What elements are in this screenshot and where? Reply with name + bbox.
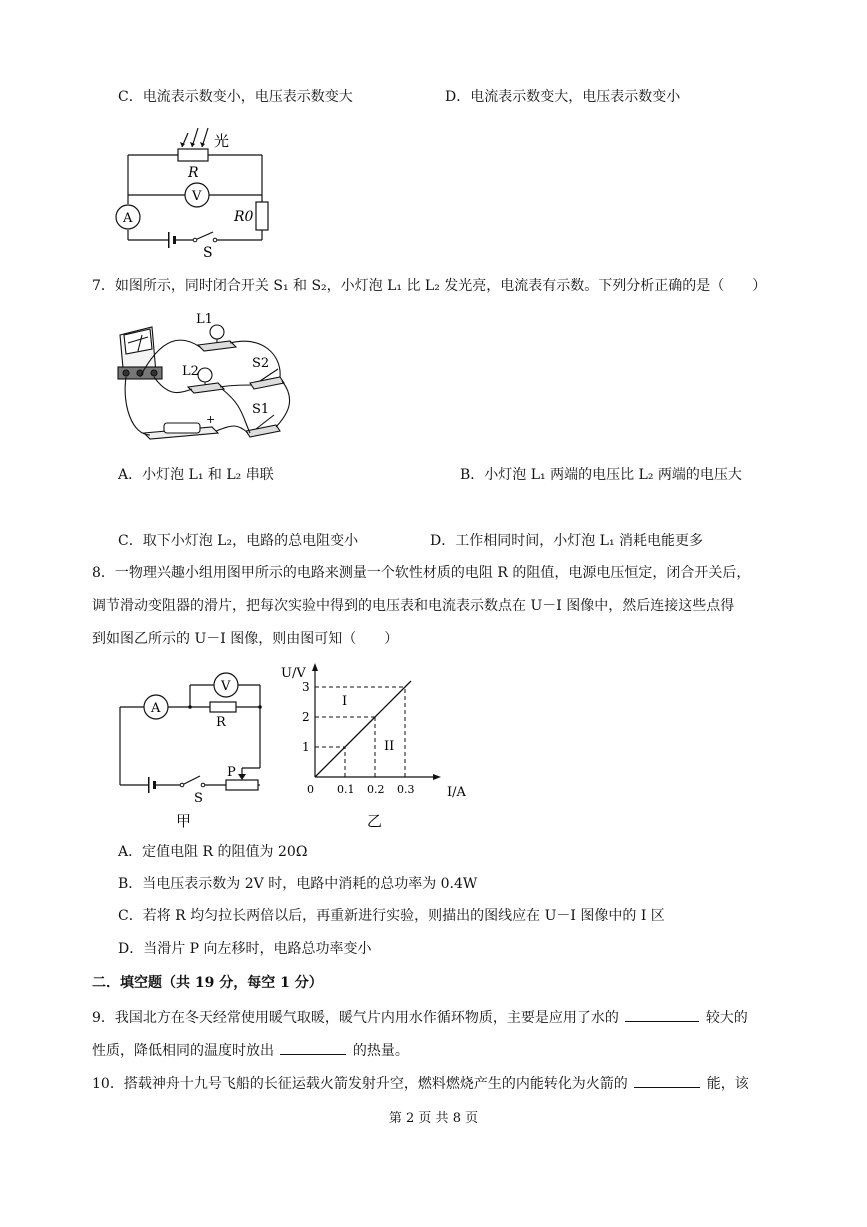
q8-stem-line2: 调节滑动变阻器的滑片，把每次实验中得到的电压表和电流表示数点在 U－I 图像中，然后连接这些点得: [92, 598, 735, 614]
y-axis-label: U/V: [281, 666, 306, 681]
y-tick-label: 3: [302, 680, 310, 694]
q10-line1: [92, 1073, 749, 1093]
resistor-r-label: R: [216, 715, 226, 730]
l2-label: L2: [182, 364, 199, 379]
q8-option-c: C．若将 R 均匀拉长两倍以后，再重新进行实验，则描出的图线应在 U－I 图像中的 I 区: [118, 908, 665, 924]
q9-line2-text: 性质，降低相同的温度时放出: [92, 1043, 274, 1059]
ammeter-label: A: [151, 701, 161, 716]
q7-option-a: A．小灯泡 L₁ 和 L₂ 串联: [118, 467, 274, 483]
y-tick-label: 2: [302, 710, 310, 724]
x-tick-label: 0.3: [397, 783, 415, 796]
q9-blank-2[interactable]: [280, 1040, 346, 1055]
page-footer: 第 2 页 共 8 页: [388, 1111, 479, 1126]
q10-blank-1[interactable]: [634, 1073, 700, 1088]
slider-p-label: P: [227, 765, 236, 780]
x-tick-label: 0.2: [367, 783, 385, 796]
r0-label: R0: [234, 209, 254, 225]
q6-option-d: D．电流表示数变大，电压表示数变小: [445, 89, 681, 105]
q8-option-b: B．当电压表示数为 2V 时，电路中消耗的总功率为 0.4W: [118, 876, 478, 892]
q10-line1-tail: 能，该: [706, 1076, 749, 1092]
q8-stem-line1: 8．一物理兴趣小组用图甲所示的电路来测量一个软性材质的电阻 R 的阻值，电源电压恒定，闭合开关后，: [92, 565, 751, 581]
s2-label: S2: [252, 356, 270, 371]
origin-label: 0: [307, 783, 314, 796]
x-axis-label: I/A: [447, 785, 466, 800]
q8-ui-graph-yi: [275, 660, 466, 830]
q9-line1: [92, 1007, 748, 1027]
q6-circuit-figure: [110, 120, 280, 260]
q9-blank-1[interactable]: [625, 1007, 699, 1022]
region-i-label: I: [342, 694, 348, 709]
ui-data-line: [315, 681, 411, 777]
q8-circuit-figure-jia: [110, 668, 275, 828]
figure-yi-caption: 乙: [367, 812, 383, 830]
switch-s-label: S: [194, 791, 203, 806]
q10-line1-text: 10．搭载神舟十九号飞船的长征运载火箭发射升空，燃料燃烧产生的内能转化为火箭的: [92, 1076, 628, 1092]
q9-line2: [92, 1040, 409, 1060]
q7-option-d: D．工作相同时间，小灯泡 L₁ 消耗电能更多: [430, 533, 704, 549]
q8-option-d: D．当滑片 P 向左移时，电路总功率变小: [118, 941, 372, 957]
voltmeter-label: V: [192, 189, 202, 204]
q6-option-c: C．电流表示数变小，电压表示数变大: [118, 89, 353, 105]
switch-s-label: S: [203, 245, 213, 261]
q7-physical-circuit-figure: [112, 305, 302, 455]
q7-option-c: C．取下小灯泡 L₂，电路的总电阻变小: [118, 533, 359, 549]
q9-line1-tail: 较大的: [705, 1010, 748, 1026]
y-tick-label: 1: [302, 740, 310, 754]
x-axis-arrow: [433, 774, 441, 780]
voltmeter-label: V: [221, 679, 231, 694]
region-ii-label: II: [384, 739, 395, 754]
resistor-r-label: R: [188, 165, 199, 181]
l1-label: L1: [196, 312, 213, 327]
q9-line2-tail: 的热量。: [352, 1043, 409, 1059]
q7-option-b: B．小灯泡 L₁ 两端的电压比 L₂ 两端的电压大: [460, 467, 742, 483]
q9-line1-text: 9．我国北方在冬天经常使用暖气取暖，暖气片内用水作循环物质，主要是应用了水的: [92, 1010, 619, 1026]
section-title-fill-blank: 二．填空题（共 19 分，每空 1 分）: [92, 975, 323, 991]
x-tick-label: 0.1: [337, 783, 355, 796]
q7-stem: 7．如图所示，同时闭合开关 S₁ 和 S₂，小灯泡 L₁ 比 L₂ 发光亮，电流表有示数。下列分析正确的是（ ）: [92, 278, 767, 294]
ammeter-label: A: [123, 211, 133, 226]
y-axis-arrow: [312, 663, 318, 671]
light-label: 光: [214, 132, 230, 150]
figure-jia-caption: 甲: [176, 812, 192, 830]
q8-stem-line3: 到如图乙所示的 U－I 图像，则由图可知（ ）: [92, 631, 399, 647]
battery-plus-label: +: [206, 413, 216, 426]
s1-label: S1: [252, 402, 270, 417]
q8-option-a: A．定值电阻 R 的阻值为 20Ω: [118, 844, 308, 860]
